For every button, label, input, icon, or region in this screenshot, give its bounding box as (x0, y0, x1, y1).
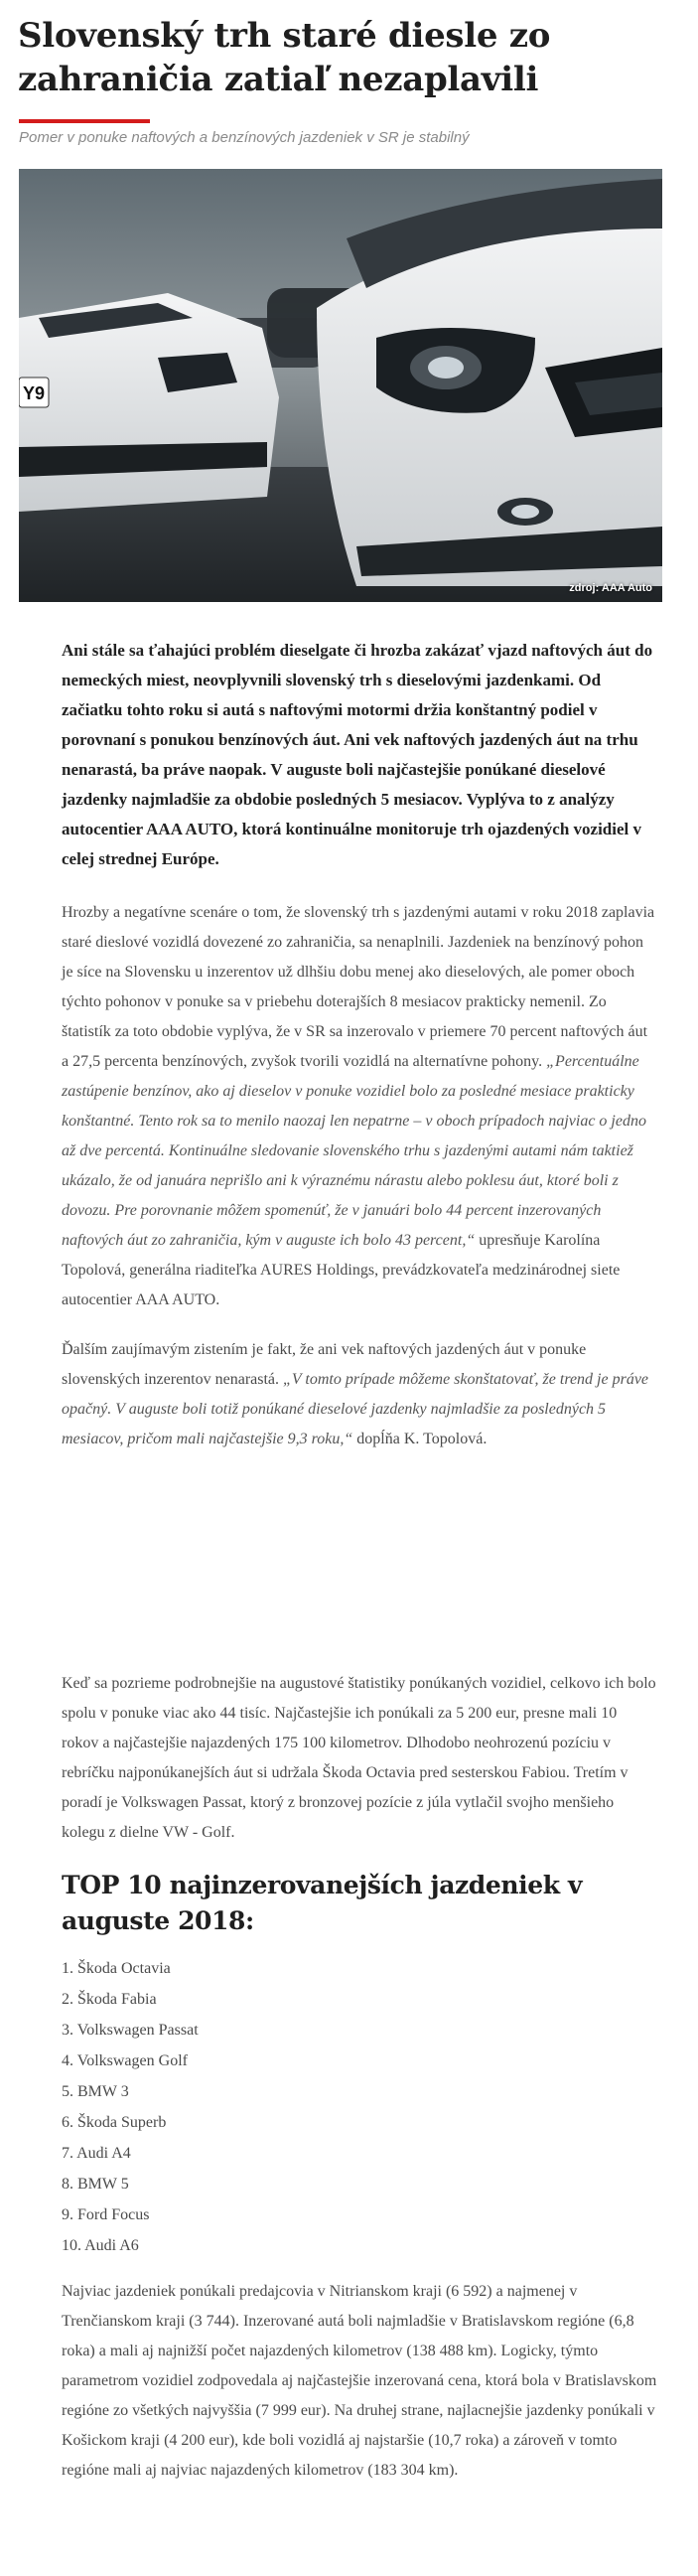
hero-image (19, 169, 662, 602)
article-paragraph: Keď sa pozrieme podrobnejšie na augustové štatistiky ponúkaných vozidiel, celkovo ich bolo spolu v ponuke viac ako 44 tisíc. Najčastejšie ich ponúkali za 5 200 eur, presne mali 10 rokov a najčastejšie najazdených 175 100 kilometrov. Dlhodobo neohrozenú pozíciu v rebríčku najponúkanejších áut si udržala Škoda Octavia pred sesterskou Fabiou. Tretím v poradí je Volkswagen Passat, ktorý z bronzovej pozície z júla vytlačil svojho menšieho kolegu z dielne VW - Golf. (62, 1675, 656, 1841)
article-lead: Ani stále sa ťahajúci problém dieselgate či hrozba zakázať vjazd naftových áut do nemeckých miest, neovplyvnili slovenský trh s dieselovými jazdenkami. Od začiatku tohto roku si autá s naftovými motormi držia konštantný podiel v porovnaní s ponukou benzínových áut. Ani vek naftových jazdených áut na trhu nenarastá, ba práve naopak. V auguste boli najčastejšie ponúkané dieselové jazdenky najmladšie za obdobie posledných 5 mesiacov. Vyplýva to z analýzy autocentier AAA AUTO, ktorá kontinuálne monitoruje trh ojazdených vozidiel v celej strednej Európe. (62, 641, 653, 868)
quote-attribution: upresňuje Karolína Topolová, generálna riaditeľka AURES Holdings, prevádzkovateľa medzinárodnej siete autocentier AAA AUTO. (62, 1232, 621, 1308)
article-title: Slovenský trh staré diesle zo zahraničia zatiaľ nezaplavili (18, 16, 551, 99)
article-paragraph: Najviac jazdeniek ponúkali predajcovia v Nitrianskom kraji (6 592) a najmenej v Trenčianskom kraji (3 744). Inzerované autá boli najmladšie v Bratislavskom regióne (6,8 roka) a mali aj najnižší počet najazdených kilometrov (138 488 km). Logicky, týmto parametrom vozidiel zodpovedala aj najčastejšie inzerovaná cena, ktorá bola v Bratislavskom regióne zo všetkých najvyššia (7 999 eur). Na druhej strane, najlacnejšie jazdenky ponúkali v Košickom kraji (4 200 eur), kde boli vozidlá aj najstaršie (10,7 roka) a zároveň v tomto regióne mali aj najviac najazdených kilometrov (183 304 km). (62, 2283, 657, 2479)
list-item: 5. BMW 3 (62, 2083, 129, 2100)
top-10-list (62, 1953, 657, 2261)
paragraph-text: Hrozby a negatívne scenáre o tom, že slovenský trh s jazdenými autami v roku 2018 zaplavia staré dieslové vozidlá dovezené zo zahraničia, sa nenaplnili. Jazdeniek na benzínový pohon je síce na Slovensku u inzerentov už dlhšiu dobu menej ako dieselových, ale pomer oboch týchto pohonov v ponuke sa v priebehu doterajších 8 mesiacov prakticky nemenil. Zo štatistík za toto obdobie vyplýva, že v SR sa inzerovalo v priemere 70 percent naftových áut a 27,5 percenta benzínových, zvyšok tvorili vozidlá na alternatívne pohony. (62, 904, 655, 1070)
list-item: 4. Volkswagen Golf (62, 2052, 188, 2069)
list-item: 3. Volkswagen Passat (62, 2022, 199, 2039)
image-credit: zdroj: AAA Auto (569, 582, 652, 594)
list-item: 6. Škoda Superb (62, 2114, 167, 2131)
list-item: 7. Audi A4 (62, 2145, 131, 2162)
list-item: 8. BMW 5 (62, 2176, 129, 2193)
article-subtitle: Pomer v ponuke naftových a benzínových jazdeniek v SR je stabilný (19, 129, 470, 146)
list-item: 9. Ford Focus (62, 2206, 150, 2223)
hero-photo-illustration (19, 169, 662, 602)
paragraph-text: Ďalším zaujímavým zistením je fakt, že ani vek naftových jazdených áut v ponuke slovenských inzerentov nenarastá. (62, 1341, 587, 1388)
list-item: 10. Audi A6 (62, 2237, 139, 2254)
list-item: 2. Škoda Fabia (62, 1991, 157, 2008)
title-accent-rule (19, 119, 150, 123)
article-body (62, 636, 657, 2505)
quote-attribution: dopĺňa K. Topolová. (352, 1431, 488, 1447)
quote-text: „V tomto prípade môžeme skonštatovať, že trend je práve opačný. V auguste boli totiž ponúkané dieselové jazdenky najmladšie za posledných 5 mesiacov, pričom mali najčastejšie 9,3 roku,“ (62, 1371, 649, 1447)
ad-placeholder (62, 1474, 657, 1653)
quote-text: „Percentuálne zastúpenie benzínov, ako aj dieselov v ponuke vozidiel bolo za posledné mesiace prakticky konštantné. Tento rok sa to menilo naozaj len nepatrne – v oboch prípadoch najviac o jedno až dve percentá. Kontinuálne sledovanie slovenského trhu s jazdenými autami nám taktiež ukázalo, že od januára neprišlo ani k výraznému nárastu alebo poklesu áut, ktoré boli z dovozu. Pre porovnanie môžem spomenúť, že v januári bolo 44 percent inzerovaných naftových áut zo zahraničia, kým v auguste ich bolo 43 percent,“ (62, 1053, 646, 1249)
top-list-title: TOP 10 najinzerovanejších jazdeniek v auguste 2018: (62, 1871, 583, 1935)
article-paragraph (62, 898, 657, 1315)
article-paragraph (62, 1335, 657, 1454)
list-item: 1. Škoda Octavia (62, 1960, 171, 1977)
license-plate-text: Y9 (23, 383, 46, 403)
